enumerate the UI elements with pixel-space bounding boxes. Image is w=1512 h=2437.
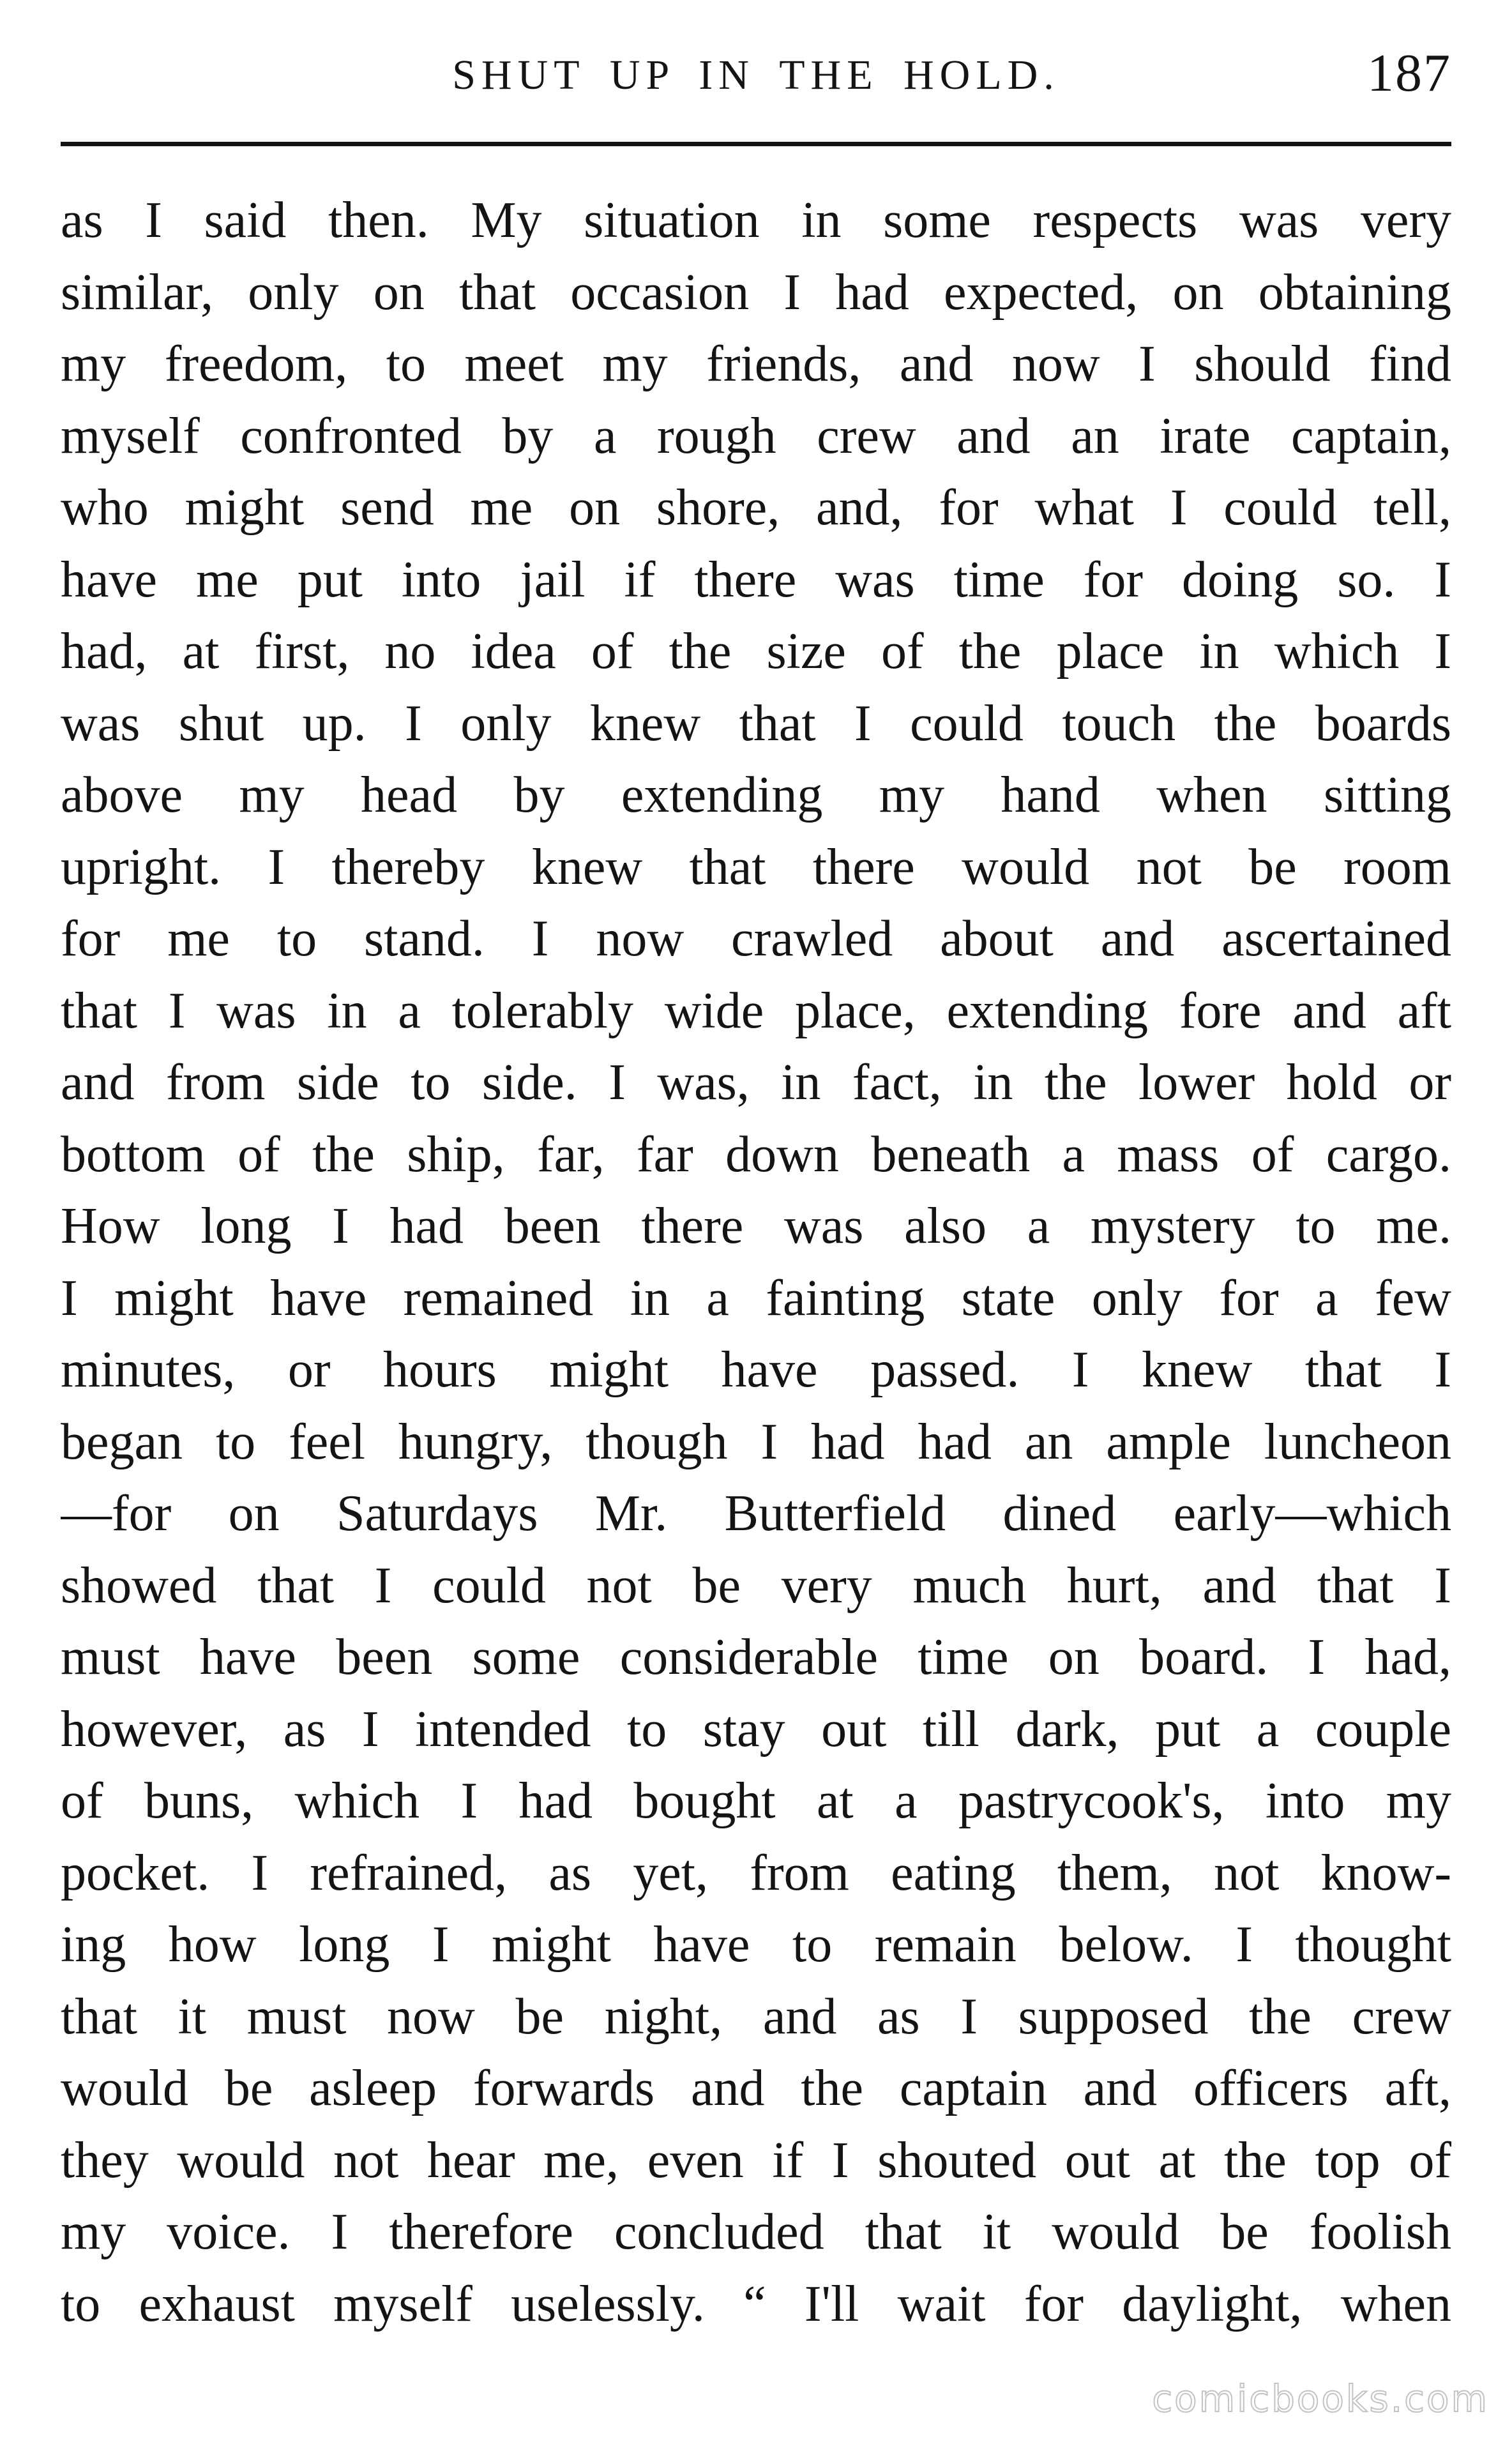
text-line: was shut up. I only knew that I could touch the boards: [61, 695, 1451, 752]
text-line: would be asleep forwards and the captain and officers aft,: [61, 2060, 1451, 2116]
text-line: as I said then. My situation in some respects was very: [61, 192, 1451, 248]
text-line: that I was in a tolerably wide place, extending fore and aft: [61, 982, 1451, 1039]
text-line: I might have remained in a fainting state only for a few: [61, 1270, 1451, 1326]
text-line: upright. I thereby knew that there would not be room: [61, 839, 1451, 895]
text-line: above my head by extending my hand when sitting: [61, 767, 1451, 823]
text-line: began to feel hungry, though I had had an ample luncheon: [61, 1413, 1451, 1470]
text-line: must have been some considerable time on board. I had,: [61, 1629, 1451, 1685]
text-line: that it must now be night, and as I supposed the crew: [61, 1988, 1451, 2045]
text-line: had, at first, no idea of the size of the place in which I: [61, 623, 1451, 679]
text-line: for me to stand. I now crawled about and ascertained: [61, 911, 1451, 967]
body-text: [61, 185, 1451, 2340]
text-line: similar, only on that occasion I had expected, on obtaining: [61, 264, 1451, 321]
text-line: minutes, or hours might have passed. I knew that I: [61, 1342, 1451, 1398]
text-line: How long I had been there was also a mystery to me.: [61, 1198, 1451, 1254]
text-line: my freedom, to meet my friends, and now I should find: [61, 336, 1451, 392]
text-line: pocket. I refrained, as yet, from eating them, not know-: [61, 1844, 1451, 1901]
running-header: [61, 40, 1451, 116]
text-line: showed that I could not be very much hurt, and that I: [61, 1557, 1451, 1614]
text-line: bottom of the ship, far, far down beneath a mass of cargo.: [61, 1126, 1451, 1183]
text-line: however, as I intended to stay out till dark, put a couple: [61, 1701, 1451, 1758]
text-line: of buns, which I had bought at a pastrycook's, into my: [61, 1773, 1451, 1829]
text-line: myself confronted by a rough crew and an irate captain,: [61, 407, 1451, 464]
page-number: 187: [1367, 43, 1451, 103]
watermark: comicbooks.com: [1152, 2377, 1489, 2420]
text-line: ing how long I might have to remain below. I thought: [61, 1917, 1451, 1973]
text-line: to exhaust myself uselessly. “ I'll wait for daylight, when: [61, 2275, 1451, 2332]
text-line: they would not hear me, even if I shouted out at the top of: [61, 2132, 1451, 2189]
header-rule: [61, 142, 1451, 146]
running-title: SHUT UP IN THE HOLD.: [452, 52, 1060, 98]
text-line: my voice. I therefore concluded that it would be foolish: [61, 2204, 1451, 2260]
text-line: and from side to side. I was, in fact, in the lower hold or: [61, 1054, 1451, 1111]
text-line: who might send me on shore, and, for what I could tell,: [61, 480, 1451, 536]
text-line: have me put into jail if there was time for doing so. I: [61, 551, 1451, 608]
text-line: —for on Saturdays Mr. Butterfield dined early—which: [61, 1485, 1451, 1542]
